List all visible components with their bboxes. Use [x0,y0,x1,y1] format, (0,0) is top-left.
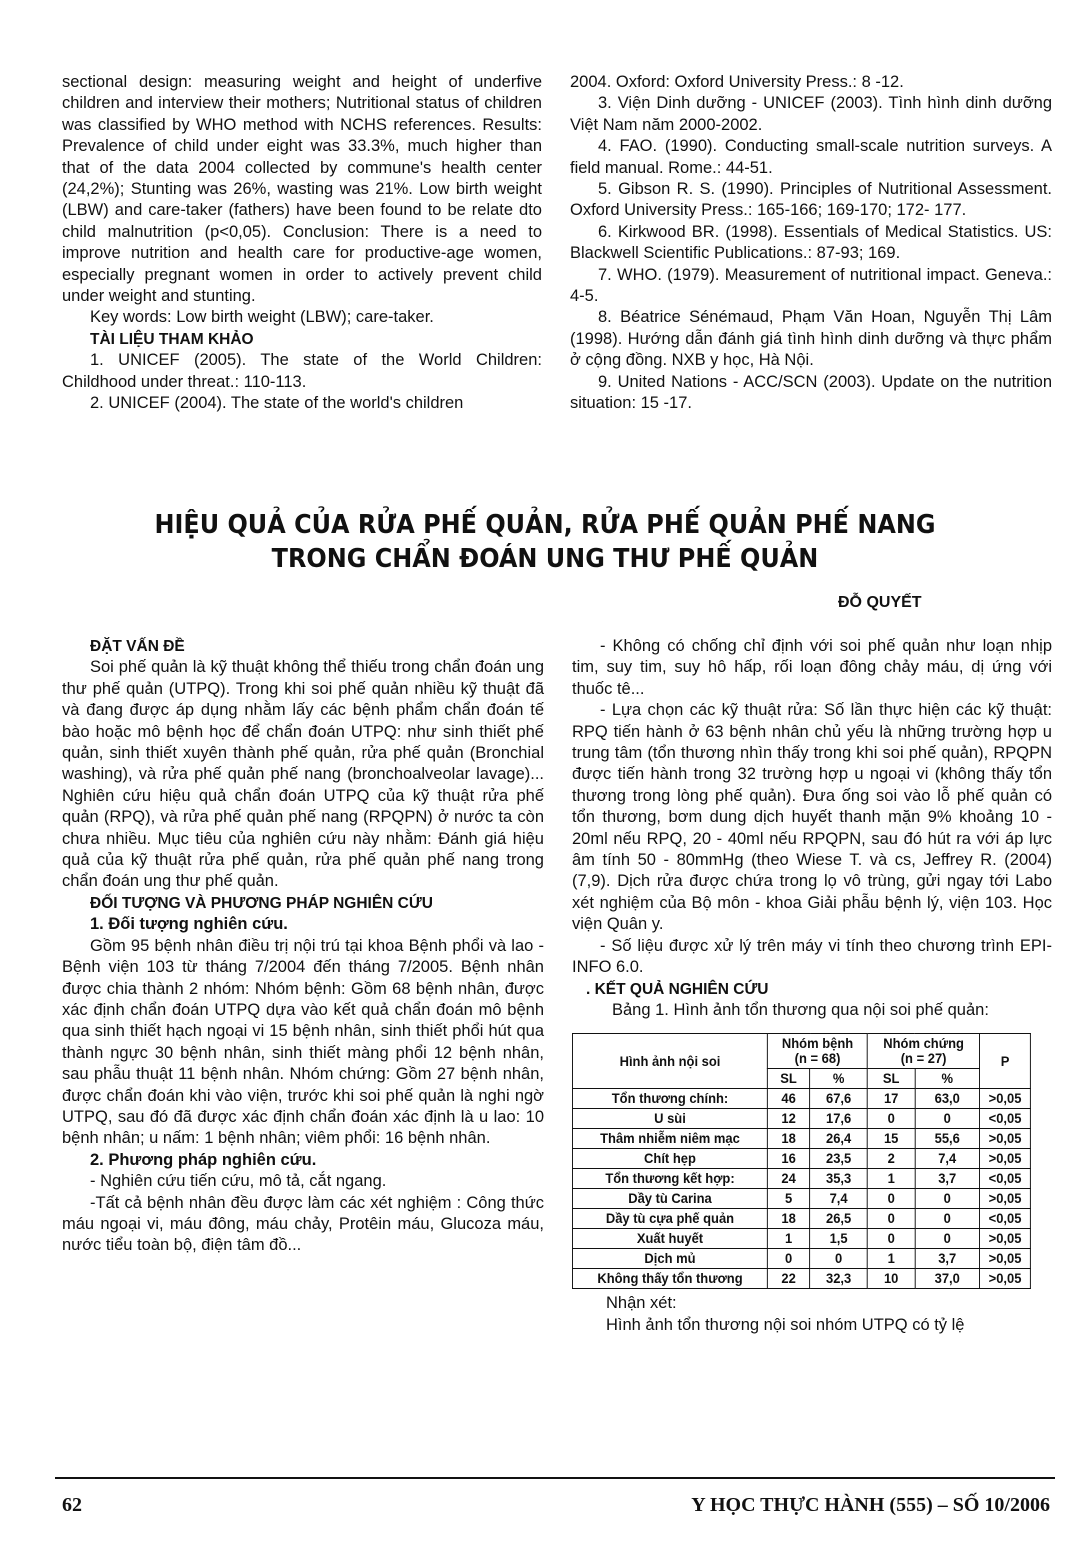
table-cell-label: Tổn thương chính: [572,1089,767,1109]
table-cell-sl1: 0 [767,1249,809,1269]
table-cell-label: Xuất huyết [572,1229,767,1249]
table-cell-pct1: 67,6 [810,1089,868,1109]
table-cell-sl2: 15 [868,1129,915,1149]
table-row [572,1149,1030,1169]
table-cell-sl2: 10 [868,1269,915,1289]
table-row [572,1169,1030,1189]
footer-rule [55,1477,1055,1479]
table-cell-p: >0,05 [980,1189,1031,1209]
reference-item: 8. Béatrice Sénémaud, Phạm Văn Hoan, Nguyễn Thị Lâm (1998). Hướng dẫn đánh giá tình hình dinh dưỡng và thực phẩm ở cộng đồng. NXB y học, Hà Nội. [570,308,1052,370]
intro-heading: ĐẶT VẤN ĐỀ [90,638,185,655]
table-cell-sl1: 1 [767,1229,809,1249]
table-cell-sl1: 18 [767,1129,809,1149]
table-row [572,1249,1030,1269]
results-table [572,1033,1031,1289]
reference-item: 7. WHO. (1979). Measurement of nutritional impact. Geneva.: 4-5. [570,265,1052,306]
method-item: - Không có chống chỉ định với soi phế quản như loạn nhịp tim, suy tim, suy hô hấp, rối loạn đông chảy máu, dị ứng với thuốc tê... [572,637,1052,698]
table-cell-pct2: 0 [915,1229,980,1249]
table-cell-pct2: 7,4 [915,1149,980,1169]
table-cell-p: >0,05 [980,1229,1031,1249]
table-cell-sl2: 1 [868,1249,915,1269]
table-cell-p: >0,05 [980,1249,1031,1269]
table-cell-pct2: 0 [915,1109,980,1129]
table-header-p: P [980,1034,1031,1089]
table-cell-pct1: 17,6 [810,1109,868,1129]
remark-heading: Nhận xét: [606,1294,677,1313]
reference-item: 3. Viện Dinh dưỡng - UNICEF (2003). Tình hình dinh dưỡng Việt Nam năm 2000-2002. [570,94,1052,134]
table-cell-label: U sùi [572,1109,767,1129]
remark-text: Hình ảnh tổn thương nội soi nhóm UTPQ có tỷ lệ [606,1315,965,1334]
intro-text: Soi phế quản là kỹ thuật không thể thiếu trong chẩn đoán ung thư phế quản (UTPQ). Trong khi soi phế quản nhiều kỹ thuật đã và đang được áp dụng nhằm lấy các bệnh phẩm chẩn đoán tế bào hoặc mô bệnh học để chẩn đoán UTPQ: như sinh thiết phế quản, sinh thiết xuyên thành phế quản, rửa phế quản (Bronchial washing), và rửa phế quản phế nang (bronchoalveolar lavage)... Nghiên cứu hiệu quả chẩn đoán UTPQ của kỹ thuật rửa phế quản (RPQ), và rửa phế quản phế nang (RPQPN) ở nước ta còn chưa nhiều. Mục tiêu của nghiên cứu này nhằm: Đánh giá hiệu quả của kỹ thuật rửa phế quản, rửa phế quản phế nang trong chẩn đoán ung thư phế quản. [62,658,544,891]
method-item: -Tất cả bệnh nhân đều được làm các xét nghiệm : Công thức máu ngoại vi, máu đông, máu chảy, Protêin máu, Glucoza máu, nước tiểu toàn bộ, điện tâm đồ... [62,1193,544,1255]
table-cell-label: Dịch mủ [572,1249,767,1269]
methods-heading: ĐỐI TƯỢNG VÀ PHƯƠNG PHÁP NGHIÊN CỨU [90,894,433,912]
table-cell-pct2: 0 [915,1189,980,1209]
results-heading: . KẾT QUẢ NGHIÊN CỨU [586,980,769,998]
body-left-column [62,636,544,1257]
table-cell-sl2: 17 [868,1089,915,1109]
table-cell-p: <0,05 [980,1209,1031,1229]
table-header-group2-n: (n = 27) [900,1051,947,1067]
article-title [44,508,1047,576]
table-cell-pct2: 0 [915,1209,980,1229]
table-cell-label: Thâm nhiễm niêm mạc [572,1129,767,1149]
reference-item: 9. United Nations - ACC/SCN (2003). Update on the nutrition situation: 15 -17. [570,372,1052,413]
table-cell-sl2: 1 [868,1169,915,1189]
table-header-image: Hình ảnh nội soi [572,1034,767,1089]
table-cell-label: Không thấy tổn thương [572,1269,767,1289]
table-cell-pct1: 26,5 [810,1209,868,1229]
table-cell-pct2: 37,0 [915,1269,980,1289]
table-row [572,1229,1030,1249]
table-header-group2-label: Nhóm chứng [883,1036,964,1052]
table-cell-label: Tổn thương kết hợp: [572,1169,767,1189]
table-cell-sl2: 2 [868,1149,915,1169]
subjects-heading: 1. Đối tượng nghiên cứu. [90,915,288,934]
table-cell-pct1: 23,5 [810,1149,868,1169]
table-cell-sl1: 12 [767,1109,809,1129]
subjects-text: Gồm 95 bệnh nhân điều trị nội trú tại khoa Bệnh phổi và lao - Bệnh viện 103 từ tháng 7/2004 đến tháng 7/2005. Bệnh nhân được chia thành 2 nhóm: Nhóm bệnh: Gồm 68 bệnh nhân, được xác định chẩn đoán UTPQ dựa vào kết quả chẩn đoán mô bệnh qua sinh thiết hạch ngoại vi 15 bệnh nhân, sinh thiết phổi hút qua thành ngực 30 bệnh nhân, sinh thiết màng phổi 12 bệnh nhân, sau phẫu thuật 11 bệnh nhân. Nhóm chứng: Gồm 27 bệnh nhân, được chẩn đoán khi vào viện, trước khi soi phế quản là nghi ngờ UTPQ, sau đó đã được xác định chẩn đoán xác định là u lao: 10 bệnh nhân; u nấm: 1 bệnh nhân; viêm phổi: 16 bệnh nhân. [62,936,544,1148]
table-header-group1-n: (n = 68) [794,1051,841,1067]
table-cell-label: Dầy tù Carina [572,1189,767,1209]
table-cell-sl1: 46 [767,1089,809,1109]
table-header-sl: SL [868,1069,915,1089]
table-cell-pct1: 35,3 [810,1169,868,1189]
reference-item: 6. Kirkwood BR. (1998). Essentials of Medical Statistics. US: Blackwell Scientific Publications.: 87-93; 169. [570,222,1052,263]
table-cell-pct1: 26,4 [810,1129,868,1149]
table-cell-pct2: 3,7 [915,1249,980,1269]
method-item: - Số liệu được xử lý trên máy vi tính theo chương trình EPI-INFO 6.0. [572,936,1052,977]
keywords: Key words: Low birth weight (LBW); care-taker. [90,308,434,327]
table-cell-p: >0,05 [980,1149,1031,1169]
table-cell-sl2: 0 [868,1229,915,1249]
table-cell-label: Chít hẹp [572,1149,767,1169]
table-row [572,1269,1030,1289]
table-cell-p: <0,05 [980,1109,1031,1129]
reference-item: 2. UNICEF (2004). The state of the world's children [90,394,464,413]
table-cell-sl2: 0 [868,1209,915,1229]
table-cell-p: >0,05 [980,1089,1031,1109]
table-caption: Bảng 1. Hình ảnh tổn thương qua nội soi phế quản: [612,1000,989,1019]
table-cell-pct2: 3,7 [915,1169,980,1189]
table-cell-sl1: 22 [767,1269,809,1289]
table-cell-label: Dầy tù cựa phế quản [572,1209,767,1229]
table-header-group2 [868,1034,980,1069]
table-header-sl: SL [767,1069,809,1089]
table-cell-sl2: 0 [868,1189,915,1209]
method-heading: 2. Phương pháp nghiên cứu. [90,1150,317,1169]
table-row [572,1109,1030,1129]
abstract-text: sectional design: measuring weight and height of underfive children and interview their mothers; Nutritional status of children was classified by WHO method with NCHS references. Results: Prevalence of child under eight was 33.3%, much higher than that of the data 2004 collected by commune's health center (24,2%); Stunting was 26%, wasting was 21%. Low birth weight (LBW) and care-taker (fathers) have been found to be relate dto child malnutrition (p<0,05). Conclusion: There is a need to improve nutrition and health care for productive-age women, especially pregnant women in order to actively prevent child under weight and stunting. [62,73,542,306]
table-cell-sl1: 5 [767,1189,809,1209]
table-cell-pct2: 63,0 [915,1089,980,1109]
table-cell-sl2: 0 [868,1109,915,1129]
table-cell-pct1: 7,4 [810,1189,868,1209]
method-item: - Nghiên cứu tiến cứu, mô tả, cắt ngang. [90,1172,387,1191]
table-cell-pct1: 0 [810,1249,868,1269]
reference-item: 5. Gibson R. S. (1990). Principles of Nutritional Assessment. Oxford University Press.: 165-166; 169-170; 172- 177. [570,180,1052,220]
body-right-column [572,636,1052,1336]
top-left-column [62,72,542,415]
table-header-pct: % [810,1069,868,1089]
table-cell-sl1: 18 [767,1209,809,1229]
table-cell-pct1: 1,5 [810,1229,868,1249]
method-item: - Lựa chọn các kỹ thuật rửa: Số lần thực hiện các kỹ thuật: RPQ tiến hành ở 63 bệnh nhân chủ yếu là những trường hợp u trung tâm (tổn thương nhìn thấy trong khi soi phế quản), RPQPN được tiến hành trong 32 trường hợp u ngoại vi (không thấy tổn thương trong lòng phế quản). Đưa ống soi vào lỗ phế quản có tổn thương, bơm dung dịch huyết thanh mặn 9% khoảng 10 - 20ml nếu RPQ, 20 - 40ml nếu RPQPN, sau đó hút ra với áp lực âm tính 50 - 80mmHg (theo Wiese T. và cs, Jeffrey R. (2004) (7,9). Dịch rửa được chứa trong lọ vô trùng, gửi ngay tới Labo xét nghiệm của Bộ môn - khoa Giải phẫu bệnh lý, viện 103. Học viện Quân y. [572,701,1052,934]
page-number: 62 [62,1494,82,1516]
table-header-group1-label: Nhóm bệnh [781,1036,854,1052]
article-title-line2: TRONG CHẨN ĐOÁN UNG THƯ PHẾ QUẢN [271,544,819,574]
references-heading: TÀI LIỆU THAM KHẢO [90,330,254,348]
table-row [572,1089,1030,1109]
table-cell-pct1: 32,3 [810,1269,868,1289]
reference-item: 1. UNICEF (2005). The state of the World Children: Childhood under threat.: 110-113. [62,351,542,391]
table-body [572,1089,1030,1289]
table-cell-p: >0,05 [980,1269,1031,1289]
table-header-pct: % [915,1069,980,1089]
reference-item: 4. FAO. (1990). Conducting small-scale nutrition surveys. A field manual. Rome.: 44-51. [570,137,1052,177]
table-cell-p: >0,05 [980,1129,1031,1149]
table-row [572,1209,1030,1229]
top-right-column [570,72,1052,415]
table-cell-sl1: 24 [767,1169,809,1189]
table-cell-pct2: 55,6 [915,1129,980,1149]
journal-footer: Y HỌC THỰC HÀNH (555) – SỐ 10/2006 [691,1494,1050,1516]
table-row [572,1189,1030,1209]
table-header-group1 [767,1034,867,1069]
article-title-line1: HIỆU QUẢ CỦA RỬA PHẾ QUẢN, RỬA PHẾ QUẢN PHẾ NANG [154,510,936,540]
table-cell-sl1: 16 [767,1149,809,1169]
table-row [572,1129,1030,1149]
reference-item: 2004. Oxford: Oxford University Press.: 8 -12. [570,73,904,91]
article-author: ĐỖ QUYẾT [838,594,922,611]
table-cell-p: <0,05 [980,1169,1031,1189]
